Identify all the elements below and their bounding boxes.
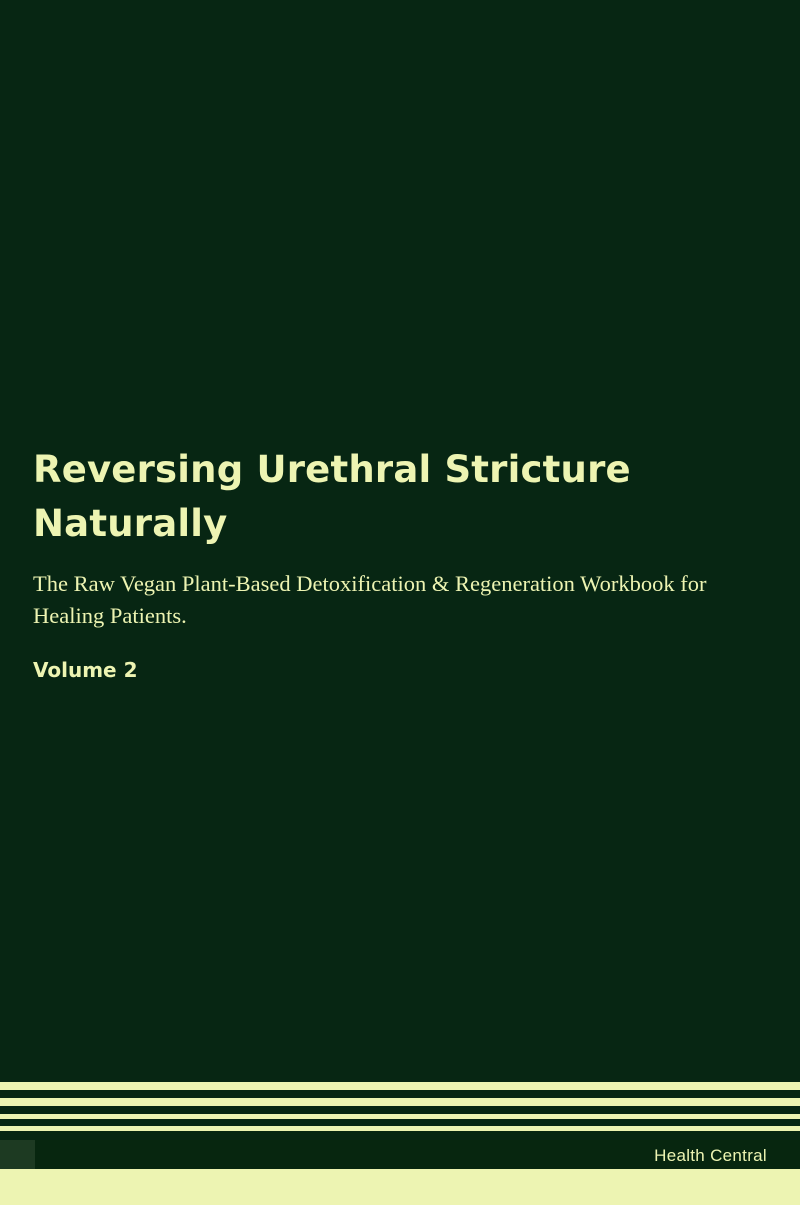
- publisher-name: Health Central: [654, 1146, 767, 1165]
- stripe-4: [0, 1126, 800, 1131]
- cover-title-block: [33, 443, 733, 682]
- stripe-3: [0, 1114, 800, 1119]
- page-title: Reversing Urethral Stricture Naturally: [33, 448, 631, 545]
- stripe-1: [0, 1082, 800, 1090]
- cover-subtitle: The Raw Vegan Plant-Based Detoxification & Regeneration Workbook for Healing Patients.: [33, 571, 707, 629]
- stripe-2: [0, 1098, 800, 1106]
- cover-volume: Volume 2: [33, 658, 138, 683]
- decorative-stripes: [0, 1082, 800, 1140]
- footer-left-tab: [0, 1140, 35, 1169]
